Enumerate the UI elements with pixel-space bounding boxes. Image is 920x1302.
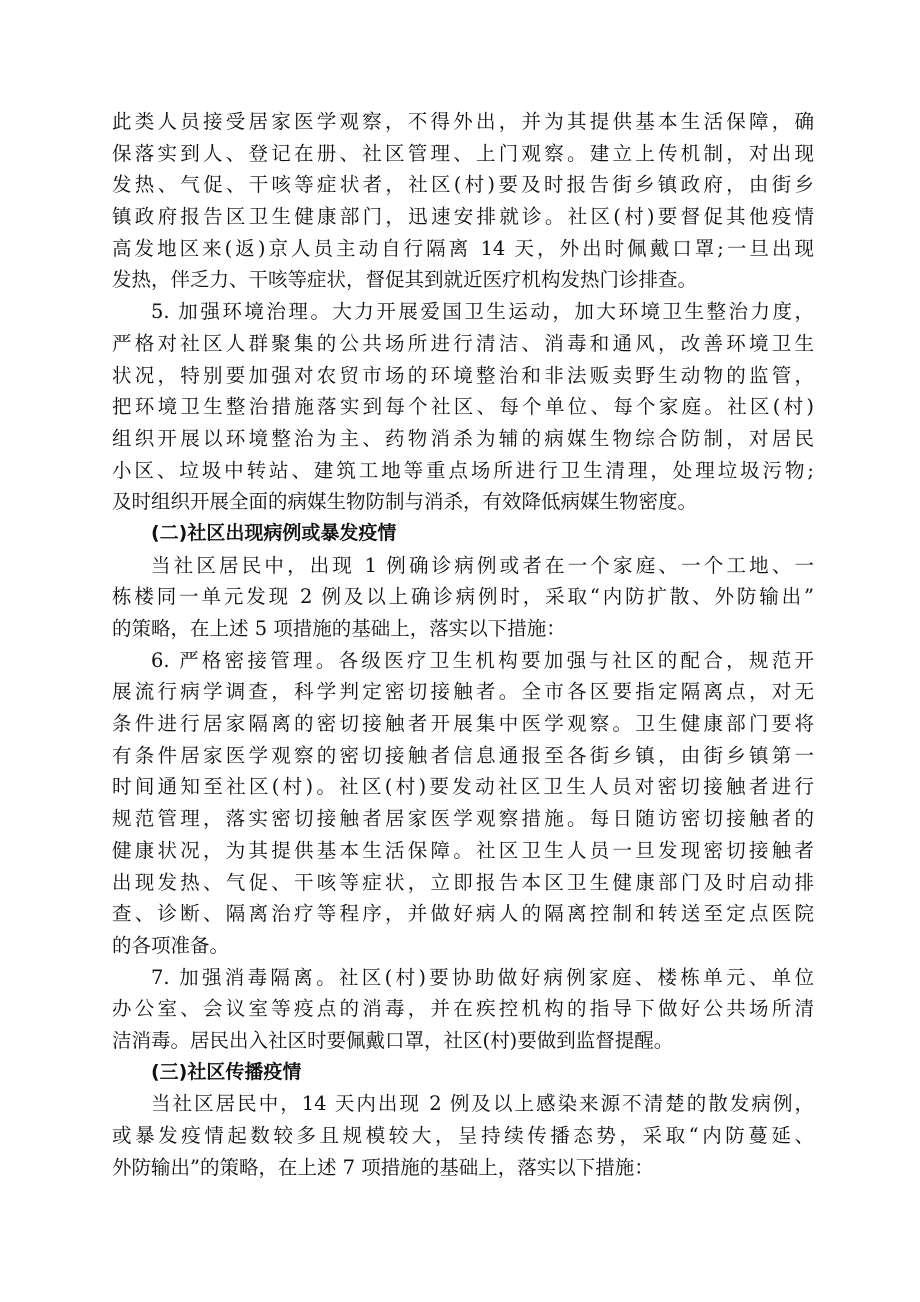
text-line: 时间通知至社区(村)。社区(村)要发动社区卫生人员对密切接触者进行 [112,775,814,799]
text-line: 把环境卫生整治措施落实到每个社区、每个单位、每个家庭。社区(村) [112,395,814,419]
text-line: 状况，特别要加强对农贸市场的环境整治和非法贩卖野生动物的监管， [112,363,814,387]
section-heading: (二)社区出现病例或暴发疫情 [151,521,397,544]
text-line: 或暴发疫情起数较多且规模较大，呈持续传播态势，采取“内防蔓延、 [112,1124,814,1147]
text-line: 栋楼同一单元发现 2 例及以上确诊病例时，采取“内防扩散、外防输出” [112,585,814,609]
text-line: 条件进行居家隔离的密切接触者开展集中医学观察。卫生健康部门要将 [112,712,814,736]
text-line: 保落实到人、登记在册、社区管理、上门观察。建立上传机制，对出现 [112,141,814,165]
text-line: 发热，伴乏力、干咳等症状，督促其到就近医疗机构发热门诊排查。 [112,268,698,292]
text-line: 展流行病学调查，科学判定密切接触者。全市各区要指定隔离点，对无 [112,680,814,704]
text-line: 有条件居家医学观察的密切接触者信息通报至各街乡镇，由街乡镇第一 [112,743,814,767]
text-line: 洁消毒。居民出入社区时要佩戴口罩，社区(村)要做到监督提醒。 [112,1028,674,1052]
text-line: 规范管理，落实密切接触者居家医学观察措施。每日随访密切接触者的 [112,807,814,831]
text-line: 组织开展以环境整治为主、药物消杀为辅的病媒生物综合防制，对居民 [112,426,814,450]
text-line: 办公室、会议室等疫点的消毒，并在疾控机构的指导下做好公共场所清 [112,997,814,1021]
text-line: 外防输出”的策略，在上述 7 项措施的基础上，落实以下措施： [112,1155,654,1179]
text-line: 的策略，在上述 5 项措施的基础上，落实以下措施： [112,617,566,640]
text-line: 出现发热、气促、干咳等症状，立即报告本区卫生健康部门及时启动排 [112,870,814,894]
text-line: 6. 严格密接管理。各级医疗卫生机构要加强与社区的配合，规范开 [151,648,814,672]
text-line: 及时组织开展全面的病媒生物防制与消杀，有效降低病媒生物密度。 [112,490,698,514]
text-line: 镇政府报告区卫生健康部门，迅速安排就诊。社区(村)要督促其他疫情 [112,205,814,229]
text-line: 小区、垃圾中转站、建筑工地等重点场所进行卫生清理，处理垃圾污物; [112,458,814,482]
text-line: 5. 加强环境治理。大力开展爱国卫生运动，加大环境卫生整治力度， [151,300,814,324]
text-line: 此类人员接受居家医学观察，不得外出，并为其提供基本生活保障，确 [112,110,814,133]
document-page [112,106,814,1183]
text-line: 高发地区来(返)京人员主动自行隔离 14 天，外出时佩戴口罩;一旦出现 [112,236,814,260]
text-line: 查、诊断、隔离治疗等程序，并做好病人的隔离控制和转送至定点医院 [112,902,814,926]
text-line: 当社区居民中，出现 1 例确诊病例或者在一个家庭、一个工地、一 [151,553,814,577]
text-line: 7. 加强消毒隔离。社区(村)要协助做好病例家庭、楼栋单元、单位 [151,965,814,989]
text-line: 发热、气促、干咳等症状者，社区(村)要及时报告街乡镇政府，由街乡 [112,173,814,197]
text-line: 的各项准备。 [112,933,230,957]
text-line: 当社区居民中，14 天内出现 2 例及以上感染来源不清楚的散发病例， [151,1092,814,1116]
text-line: 严格对社区人群聚集的公共场所进行清洁、消毒和通风，改善环境卫生 [112,331,814,355]
section-heading: (三)社区传播疫情 [151,1060,302,1083]
text-line: 健康状况，为其提供基本生活保障。社区卫生人员一旦发现密切接触者 [112,838,814,862]
